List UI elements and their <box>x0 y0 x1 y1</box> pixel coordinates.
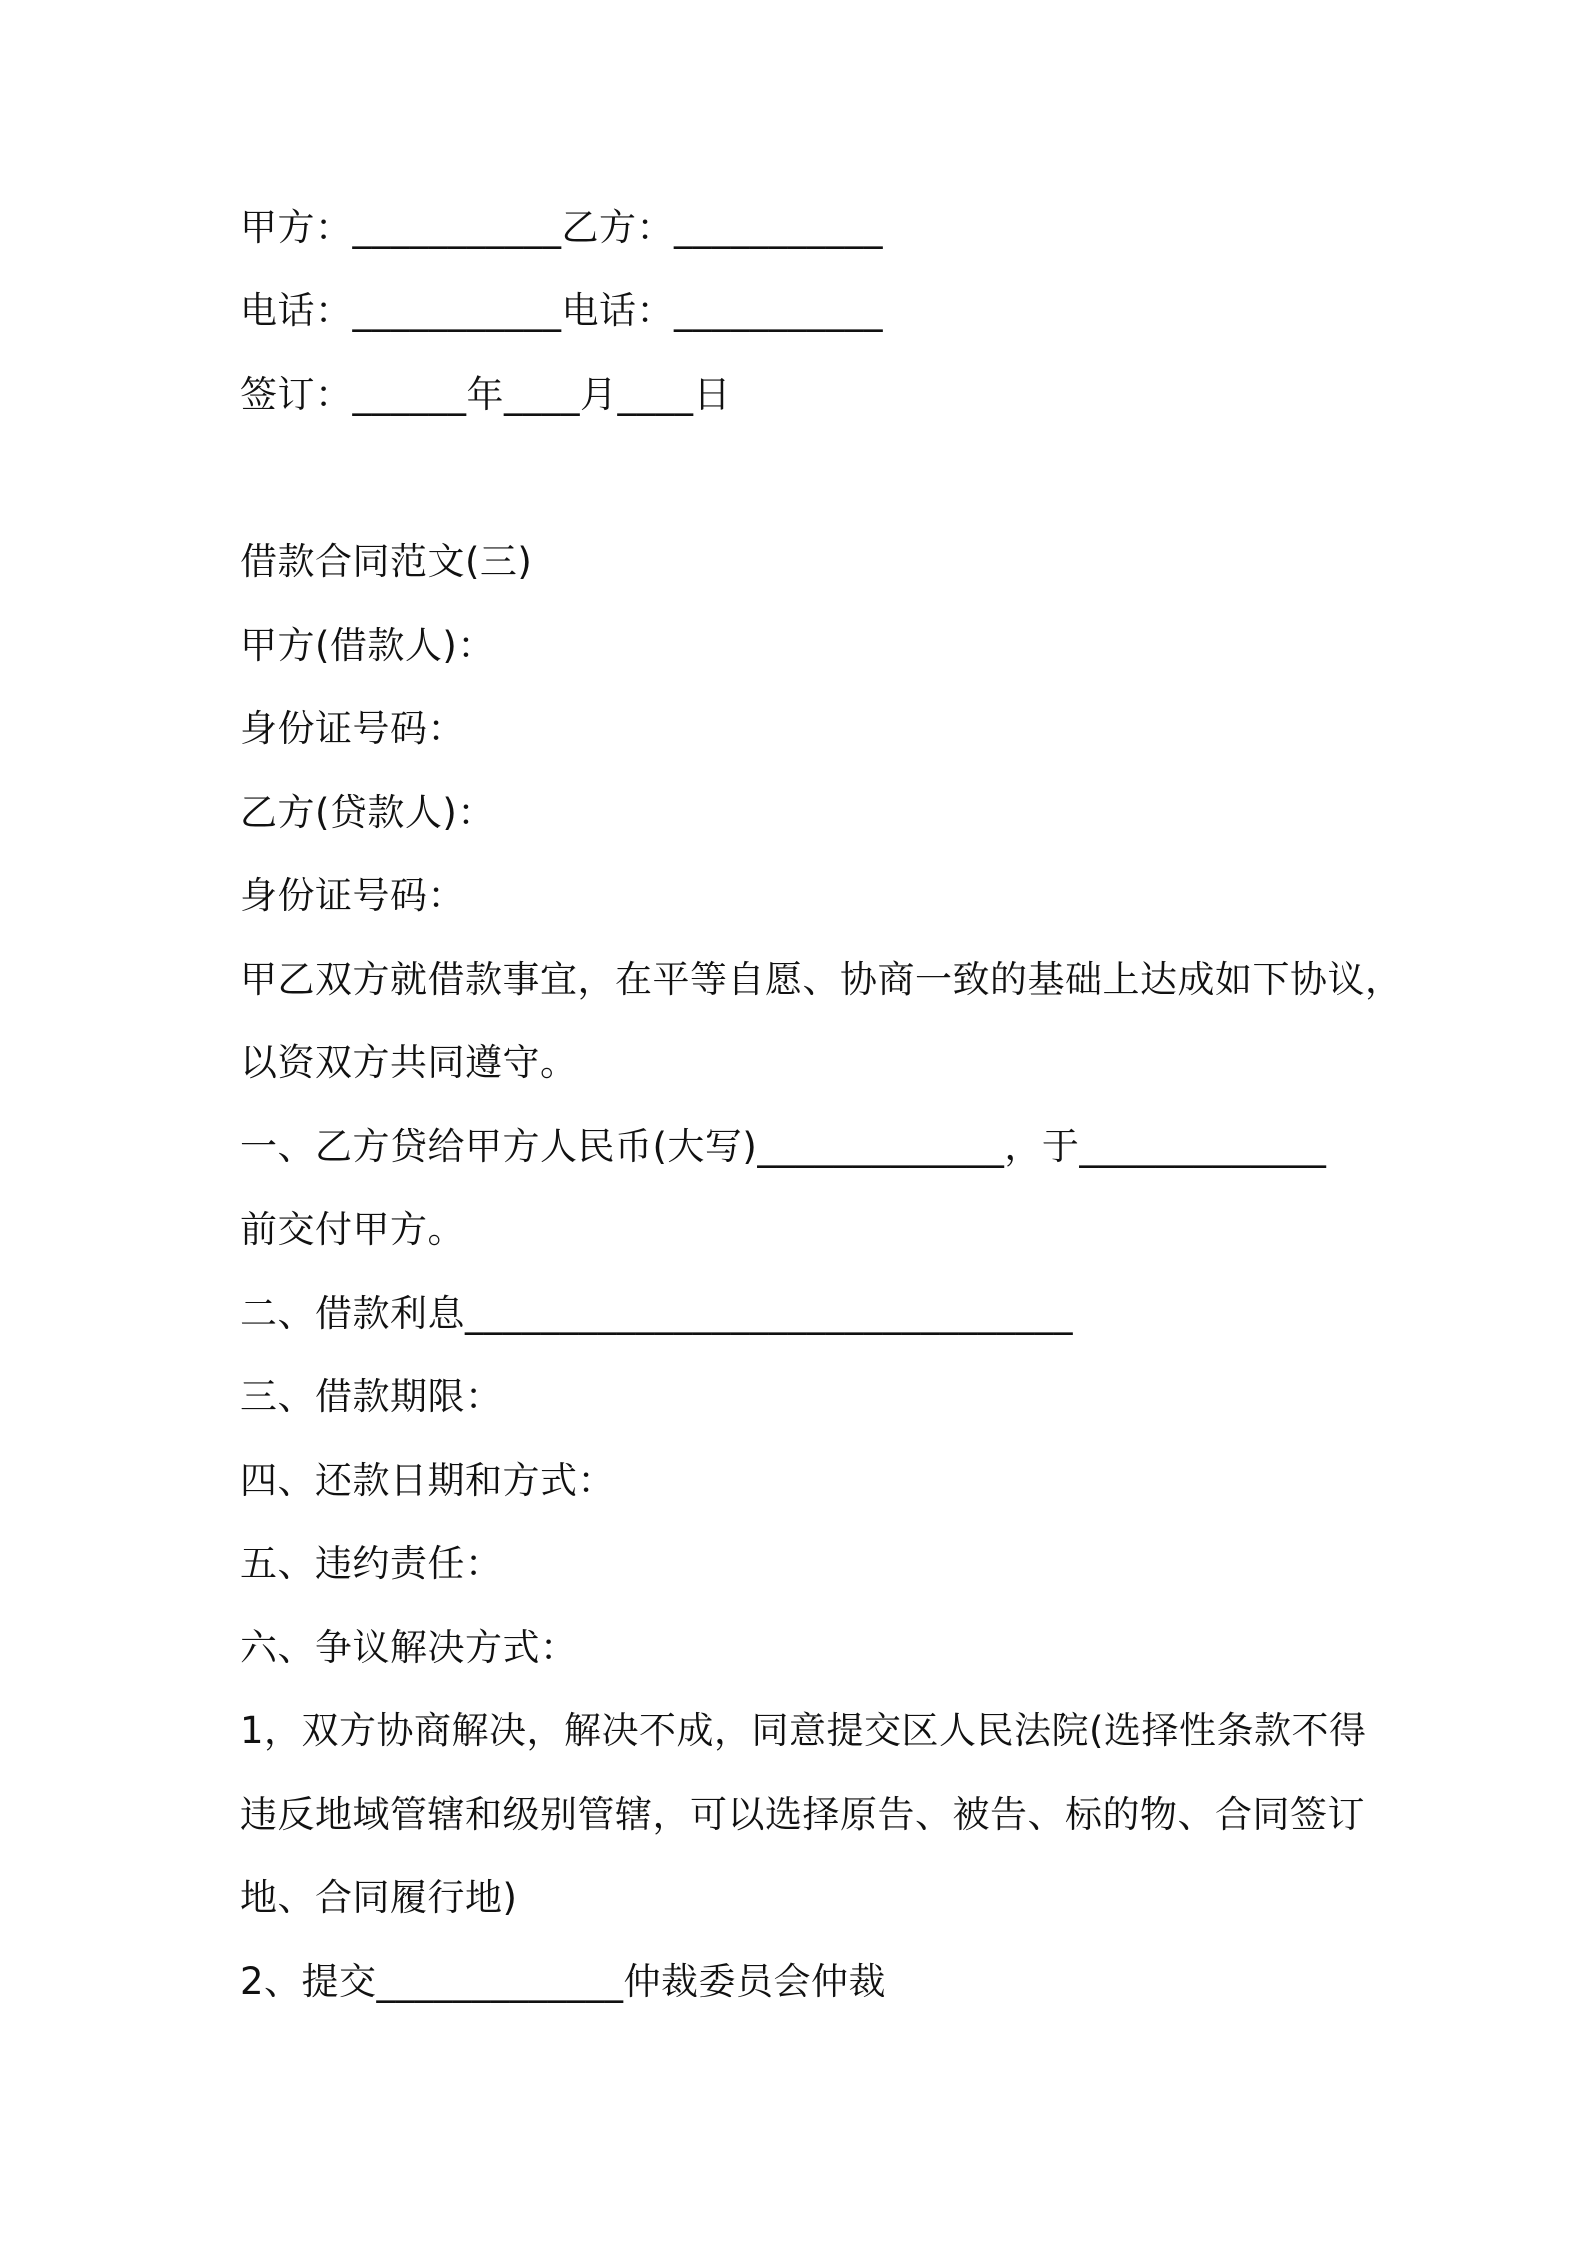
clause-1-line-2: 前交付甲方。 <box>240 1208 465 1251</box>
dispute-1-line-2: 违反地域管辖和级别管辖，可以选择原告、被告、标的物、合同签订 <box>240 1793 1365 1836</box>
clause-6: 六、争议解决方式： <box>240 1626 578 1669</box>
clause-3: 三、借款期限： <box>240 1375 503 1418</box>
clause-5: 五、违约责任： <box>240 1542 503 1585</box>
dispute-1-line-1: 1，双方协商解决，解决不成，同意提交区人民法院(选择性条款不得 <box>240 1709 1367 1752</box>
preamble-line-2: 以资双方共同遵守。 <box>240 1041 578 1084</box>
borrower-id-line: 身份证号码： <box>240 707 465 750</box>
clause-2: 二、借款利息________________________________ <box>240 1292 1073 1335</box>
phone-line: 电话：___________电话：___________ <box>240 289 883 332</box>
lender-line: 乙方(贷款人)： <box>240 791 495 834</box>
clause-1-line-1: 一、乙方贷给甲方人民币(大写)_____________，于_____________ <box>240 1125 1327 1168</box>
party-line: 甲方：___________乙方：___________ <box>240 206 883 249</box>
preamble-line-1: 甲乙双方就借款事宜，在平等自愿、协商一致的基础上达成如下协议， <box>240 958 1403 1001</box>
date-line: 签订：______年____月____日 <box>240 373 731 416</box>
clause-4: 四、还款日期和方式： <box>240 1459 615 1502</box>
contract-title: 借款合同范文(三) <box>240 540 533 583</box>
dispute-1-line-3: 地、合同履行地) <box>240 1876 518 1919</box>
borrower-line: 甲方(借款人)： <box>240 624 495 667</box>
lender-id-line: 身份证号码： <box>240 874 465 917</box>
dispute-2: 2、提交_____________仲裁委员会仲裁 <box>240 1960 887 2003</box>
